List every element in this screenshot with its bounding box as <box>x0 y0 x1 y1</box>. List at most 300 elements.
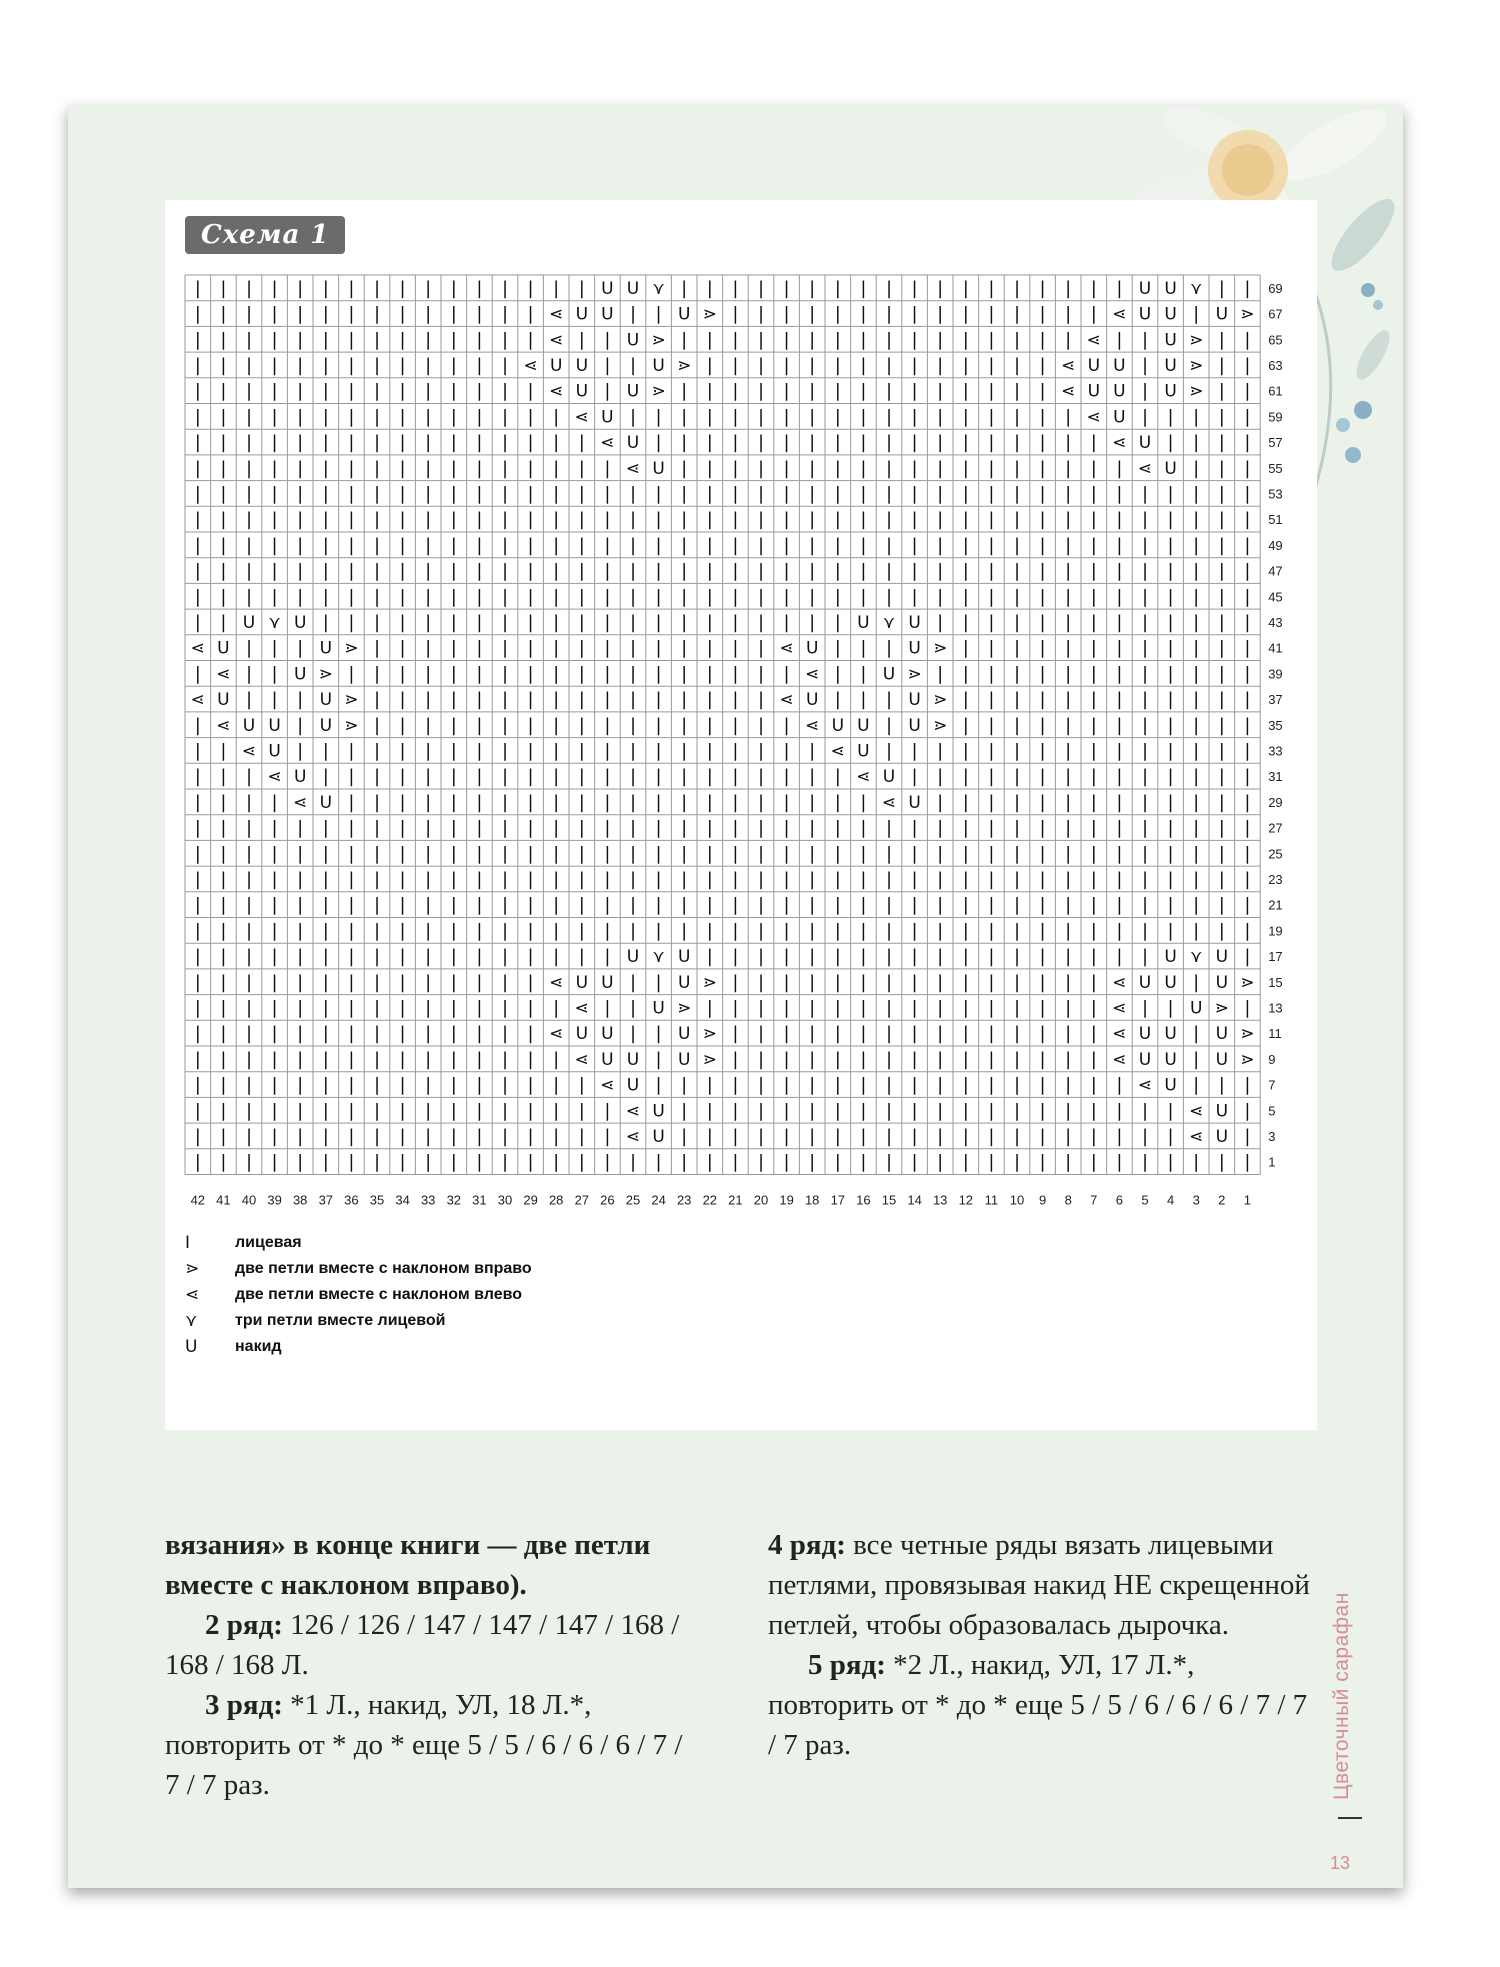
chart-cell: | <box>834 534 841 556</box>
column-number-label: 9 <box>1038 1192 1047 1208</box>
text-column-left <box>165 1525 700 1805</box>
chart-cell: | <box>962 1023 969 1045</box>
chart-cell: | <box>373 611 381 633</box>
chart-cell: | <box>655 1074 662 1096</box>
chart-cell: | <box>937 1151 944 1173</box>
chart-cell: | <box>732 894 739 916</box>
chart-cell: | <box>732 637 739 659</box>
chart-cell: | <box>220 509 227 531</box>
chart-cell: | <box>1065 457 1072 479</box>
chart-cell: | <box>1039 817 1046 839</box>
chart-cell: | <box>450 380 457 402</box>
chart-cell: | <box>399 817 406 839</box>
chart-cell: | <box>501 1074 509 1096</box>
knit-stitch-icon: I <box>185 1233 191 1253</box>
chart-cell: | <box>911 586 918 608</box>
chart-cell: | <box>527 1151 534 1173</box>
chart-cell: | <box>732 997 739 1019</box>
chart-cell: | <box>220 868 227 890</box>
chart-cell: | <box>885 457 893 479</box>
chart-cell: U <box>601 407 614 428</box>
column-number-label: 2 <box>1218 1192 1226 1208</box>
chart-cell: | <box>578 637 585 659</box>
chart-cell: | <box>373 1023 381 1045</box>
chart-cell: | <box>297 432 304 454</box>
chart-cell: | <box>1013 380 1021 402</box>
chart-cell: | <box>629 817 637 839</box>
chart-cell: | <box>1013 817 1021 839</box>
legend <box>185 1230 532 1360</box>
chart-cell: | <box>553 637 560 659</box>
chart-cell: | <box>1065 714 1072 736</box>
chart-cell: | <box>783 329 790 351</box>
chart-cell: | <box>988 714 995 736</box>
chart-cell: ⋖ <box>1086 330 1101 351</box>
chart-cell: ⋗ <box>1189 381 1204 402</box>
chart-cell: | <box>1090 1074 1097 1096</box>
chart-cell: | <box>220 457 227 479</box>
chart-cell: | <box>1244 1100 1251 1122</box>
chart-cell: | <box>1039 766 1046 788</box>
chart-cell: | <box>988 740 995 762</box>
chart-cell: | <box>245 791 253 813</box>
chart-cell: U <box>1138 278 1152 299</box>
chart-cell: | <box>399 1023 406 1045</box>
row-number-label: 13 <box>1268 1000 1283 1016</box>
chart-cell: | <box>271 586 278 608</box>
chart-cell: | <box>425 997 432 1019</box>
chart-cell: | <box>1244 432 1251 454</box>
column-number-label: 6 <box>1115 1192 1124 1208</box>
chart-cell: | <box>860 1125 867 1147</box>
chart-cell: | <box>757 1125 765 1147</box>
chart-cell: | <box>988 894 995 916</box>
chart-cell: | <box>809 277 816 299</box>
chart-cell: | <box>962 663 969 685</box>
paragraph-row-3: 3 ряд: *1 Л., накид, УЛ, 18 Л.*, повторить от * до * еще 5 / 5 / 6 / 6 / 6 / 7 / 7 / 7 раз. <box>165 1689 683 1801</box>
chart-cell: | <box>425 432 432 454</box>
chart-cell: | <box>220 946 227 968</box>
chart-cell: | <box>732 509 739 531</box>
chart-cell: | <box>706 483 713 505</box>
chart-cell: | <box>271 1125 278 1147</box>
chart-cell: | <box>732 354 739 376</box>
chart-cell: | <box>271 303 278 325</box>
chart-cell: | <box>988 843 995 865</box>
chart-cell: | <box>425 920 432 942</box>
chart-cell: | <box>809 843 816 865</box>
chart-cell: | <box>809 560 816 582</box>
chart-cell: | <box>348 329 355 351</box>
chart-cell: | <box>1116 534 1123 556</box>
chart-cell: | <box>604 868 611 890</box>
chart-cell: | <box>1218 329 1225 351</box>
chart-cell: | <box>425 1100 432 1122</box>
chart-cell: | <box>399 766 406 788</box>
row-number-label: 47 <box>1268 563 1283 579</box>
chart-cell: | <box>501 843 509 865</box>
chart-cell: | <box>322 997 329 1019</box>
chart-cell: | <box>706 1125 713 1147</box>
chart-cell: | <box>194 920 201 942</box>
chart-cell: | <box>629 920 637 942</box>
chart-cell: | <box>885 971 893 993</box>
chart-cell: | <box>834 868 841 890</box>
chart-cell: | <box>220 1074 227 1096</box>
chart-cell: | <box>501 791 509 813</box>
chart-cell: | <box>322 432 329 454</box>
chart-cell: | <box>1244 637 1251 659</box>
chart-cell: U <box>319 792 333 813</box>
chart-cell: | <box>911 303 918 325</box>
chart-cell: | <box>1039 611 1046 633</box>
chart-cell: | <box>655 1023 662 1045</box>
chart-cell: | <box>1167 432 1174 454</box>
chart-cell: | <box>373 714 381 736</box>
chart-cell: | <box>220 1151 227 1173</box>
chart-cell: U <box>857 741 870 762</box>
chart-cell: | <box>425 1074 432 1096</box>
chart-cell: | <box>732 766 739 788</box>
chart-cell: | <box>885 329 893 351</box>
chart-cell: | <box>271 406 278 428</box>
chart-cell: | <box>194 1023 201 1045</box>
chart-cell: | <box>860 946 867 968</box>
chart-cell: | <box>809 971 816 993</box>
chart-cell: | <box>962 354 969 376</box>
chart-cell: U <box>882 664 896 685</box>
chart-cell: | <box>476 303 483 325</box>
legend-label: накид <box>235 1338 282 1355</box>
chart-cell: | <box>1218 868 1225 890</box>
chart-cell: | <box>629 354 637 376</box>
chart-cell: | <box>1090 946 1097 968</box>
chart-cell: | <box>911 740 918 762</box>
chart-cell: | <box>1090 791 1097 813</box>
column-number-label: 29 <box>523 1192 538 1208</box>
chart-cell: | <box>757 354 765 376</box>
chart-cell: | <box>297 971 304 993</box>
chart-cell: | <box>527 766 534 788</box>
chart-cell: | <box>245 663 253 685</box>
chart-cell: | <box>1065 689 1072 711</box>
chart-cell: | <box>655 971 662 993</box>
chart-cell: | <box>1065 483 1072 505</box>
chart-cell: | <box>681 1100 688 1122</box>
chart-cell: | <box>809 1048 816 1070</box>
chart-cell: | <box>476 791 483 813</box>
chart-cell: | <box>373 457 381 479</box>
chart-cell: | <box>834 946 841 968</box>
chart-cell: U <box>652 458 665 479</box>
chart-cell: | <box>476 277 483 299</box>
chart-cell: | <box>655 637 662 659</box>
chart-cell: | <box>373 380 381 402</box>
chart-cell: | <box>629 791 637 813</box>
column-number-label: 10 <box>1009 1192 1025 1208</box>
chart-cell: | <box>1218 406 1225 428</box>
chart-cell: | <box>1167 406 1174 428</box>
chart-cell: | <box>271 380 278 402</box>
chart-cell: | <box>988 457 995 479</box>
chart-cell: | <box>911 946 918 968</box>
chart-cell: | <box>425 1151 432 1173</box>
row-number-label: 15 <box>1268 974 1283 990</box>
chart-cell: | <box>604 766 611 788</box>
chart-cell: | <box>706 843 713 865</box>
chart-cell: U <box>242 612 256 633</box>
chart-cell: | <box>757 740 765 762</box>
chart-cell: | <box>1244 714 1251 736</box>
chart-cell: | <box>399 586 406 608</box>
chart-cell: U <box>1189 998 1203 1019</box>
chart-cell: | <box>1013 406 1021 428</box>
chart-cell: U <box>626 330 640 351</box>
chart-cell: | <box>1218 534 1225 556</box>
chart-cell: U <box>652 998 665 1019</box>
chart-cell: | <box>757 1100 765 1122</box>
chart-cell: | <box>962 303 969 325</box>
chart-cell: U <box>1215 947 1229 968</box>
chart-cell: | <box>629 843 637 865</box>
chart-cell: | <box>783 354 790 376</box>
chart-cell: | <box>860 303 867 325</box>
chart-cell: | <box>553 483 560 505</box>
chart-cell: | <box>476 946 483 968</box>
chart-cell: | <box>553 868 560 890</box>
chart-cell: | <box>1218 817 1225 839</box>
chart-cell: | <box>604 791 611 813</box>
chart-cell: | <box>1167 509 1174 531</box>
chart-cell: | <box>450 791 457 813</box>
chart-cell: | <box>732 1023 739 1045</box>
chart-cell: | <box>297 868 304 890</box>
chart-cell: | <box>450 1125 457 1147</box>
chart-cell: | <box>578 843 585 865</box>
chart-cell: | <box>245 303 253 325</box>
chart-cell: | <box>655 509 662 531</box>
chart-cell: | <box>732 740 739 762</box>
chart-cell: | <box>834 354 841 376</box>
chart-cell: | <box>1218 432 1225 454</box>
chart-cell: | <box>245 406 253 428</box>
chart-cell: | <box>501 380 509 402</box>
chart-cell: U <box>217 638 230 659</box>
chart-cell: | <box>860 560 867 582</box>
chart-cell: | <box>1065 1151 1072 1173</box>
chart-cell: | <box>450 1100 457 1122</box>
yarn-over-icon: U <box>185 1337 198 1357</box>
chart-cell: | <box>1065 432 1072 454</box>
chart-cell: | <box>783 432 790 454</box>
chart-cell: | <box>271 1048 278 1070</box>
chart-cell: | <box>1116 817 1123 839</box>
chart-cell: | <box>1065 663 1072 685</box>
chart-cell: | <box>911 457 918 479</box>
chart-cell: | <box>348 432 355 454</box>
chart-cell: | <box>245 380 253 402</box>
chart-cell: | <box>476 586 483 608</box>
chart-cell: | <box>1090 611 1097 633</box>
chart-cell: U <box>805 690 819 711</box>
side-divider <box>1338 1817 1362 1819</box>
chart-cell: | <box>425 560 432 582</box>
chart-cell: | <box>245 483 253 505</box>
chart-cell: | <box>194 611 201 633</box>
chart-cell: | <box>1167 868 1174 890</box>
chart-cell: | <box>937 303 944 325</box>
chart-cell: | <box>220 611 227 633</box>
chart-cell: | <box>757 714 765 736</box>
chart-cell: U <box>1164 1075 1177 1096</box>
chart-cell: | <box>1193 894 1200 916</box>
chart-cell: | <box>783 868 790 890</box>
chart-cell: | <box>655 868 662 890</box>
chart-cell: | <box>476 1074 483 1096</box>
chart-cell: | <box>245 1125 253 1147</box>
chart-cell: | <box>706 791 713 813</box>
column-number-label: 14 <box>907 1192 922 1208</box>
chart-cell: | <box>757 611 765 633</box>
chart-cell: | <box>527 663 534 685</box>
chart-cell: | <box>501 868 509 890</box>
chart-cell: ⋖ <box>600 433 615 454</box>
chart-cell: | <box>527 740 534 762</box>
chart-cell: | <box>809 817 816 839</box>
chart-cell: | <box>962 277 969 299</box>
chart-cell: | <box>937 997 944 1019</box>
chart-cell: | <box>1039 1023 1046 1045</box>
column-number-label: 31 <box>472 1192 487 1208</box>
chart-cell: | <box>681 457 688 479</box>
chart-cell: | <box>962 740 969 762</box>
chart-cell: | <box>527 1048 534 1070</box>
chart-cell: | <box>297 1100 304 1122</box>
chart-cell: ⋗ <box>344 638 359 659</box>
chart-cell: ⋖ <box>1061 355 1076 376</box>
chart-cell: | <box>809 1074 816 1096</box>
chart-cell: | <box>1090 920 1097 942</box>
chart-cell: | <box>962 894 969 916</box>
column-number-label: 17 <box>830 1192 846 1208</box>
chart-cell: ⋖ <box>574 407 589 428</box>
chart-cell: | <box>220 560 227 582</box>
chart-cell: | <box>604 380 611 402</box>
chart-cell: | <box>425 663 432 685</box>
chart-cell: | <box>629 303 637 325</box>
chart-cell: | <box>1116 689 1123 711</box>
chart-cell: | <box>348 586 355 608</box>
chart-cell: | <box>962 509 969 531</box>
chart-cell: | <box>1116 329 1123 351</box>
chart-cell: | <box>1065 406 1072 428</box>
chart-cell: | <box>885 997 893 1019</box>
chart-cell: U <box>831 715 845 736</box>
chart-cell: | <box>783 1074 790 1096</box>
chart-cell: | <box>988 534 995 556</box>
row-number-label: 25 <box>1268 846 1283 862</box>
chart-cell: U <box>1164 1049 1177 1070</box>
column-number-label: 15 <box>881 1192 897 1208</box>
chart-cell: | <box>988 560 995 582</box>
chart-cell: | <box>1141 637 1149 659</box>
chart-cell: | <box>1090 689 1097 711</box>
chart-cell: | <box>1218 920 1225 942</box>
chart-cell: | <box>732 1151 739 1173</box>
chart-cell: | <box>1065 611 1072 633</box>
chart-cell: | <box>322 971 329 993</box>
chart-cell: | <box>1141 560 1149 582</box>
chart-cell: ⋗ <box>702 1024 717 1045</box>
chart-cell: | <box>194 1151 201 1173</box>
chart-cell: | <box>245 354 253 376</box>
chart-cell: | <box>297 354 304 376</box>
chart-cell: | <box>194 946 201 968</box>
chart-cell: U <box>293 664 307 685</box>
chart-cell: | <box>322 1074 329 1096</box>
chart-cell: | <box>399 303 406 325</box>
chart-cell: | <box>911 354 918 376</box>
chart-cell: | <box>1090 560 1097 582</box>
chart-cell: | <box>809 432 816 454</box>
chart-cell: | <box>373 329 381 351</box>
chart-cell: | <box>1116 843 1123 865</box>
chart-cell: | <box>578 277 585 299</box>
chart-cell: | <box>245 509 253 531</box>
chart-cell: | <box>220 1125 227 1147</box>
chart-cell: | <box>1244 689 1251 711</box>
chart-cell: | <box>245 586 253 608</box>
chart-cell: | <box>322 1100 329 1122</box>
chart-cell: | <box>681 1151 688 1173</box>
chart-cell: | <box>681 740 688 762</box>
chart-cell: | <box>1090 714 1097 736</box>
chart-cell: | <box>1065 791 1072 813</box>
chart-cell: | <box>1167 534 1174 556</box>
chart-cell: ⋖ <box>830 741 845 762</box>
chart-cell: | <box>476 1125 483 1147</box>
chart-cell: | <box>988 1023 995 1045</box>
chart-cell: | <box>1065 586 1072 608</box>
chart-cell: | <box>348 1125 355 1147</box>
chart-cell: | <box>297 560 304 582</box>
chart-cell: | <box>604 663 611 685</box>
chart-cell: | <box>245 277 253 299</box>
chart-cell: | <box>732 560 739 582</box>
chart-cell: ⋖ <box>805 664 820 685</box>
chart-cell: | <box>706 868 713 890</box>
chart-cell: | <box>399 946 406 968</box>
chart-cell: ⋗ <box>677 998 692 1019</box>
chart-cell: U <box>677 947 691 968</box>
chart-cell: U <box>626 1049 640 1070</box>
chart-cell: | <box>834 432 841 454</box>
chart-cell: | <box>220 894 227 916</box>
chart-cell: ⋖ <box>523 355 538 376</box>
chart-cell: | <box>604 354 611 376</box>
chart-cell: | <box>1218 1074 1225 1096</box>
chart-cell: | <box>527 406 534 428</box>
chart-cell: | <box>962 380 969 402</box>
chart-cell: | <box>373 868 381 890</box>
chart-cell: | <box>553 689 560 711</box>
chart-cell: | <box>450 457 457 479</box>
chart-cell: | <box>706 663 713 685</box>
chart-cell: | <box>860 663 867 685</box>
legend-item-k2tog-left <box>185 1282 532 1308</box>
column-number-label: 5 <box>1141 1192 1149 1208</box>
chart-cell: | <box>527 1023 534 1045</box>
